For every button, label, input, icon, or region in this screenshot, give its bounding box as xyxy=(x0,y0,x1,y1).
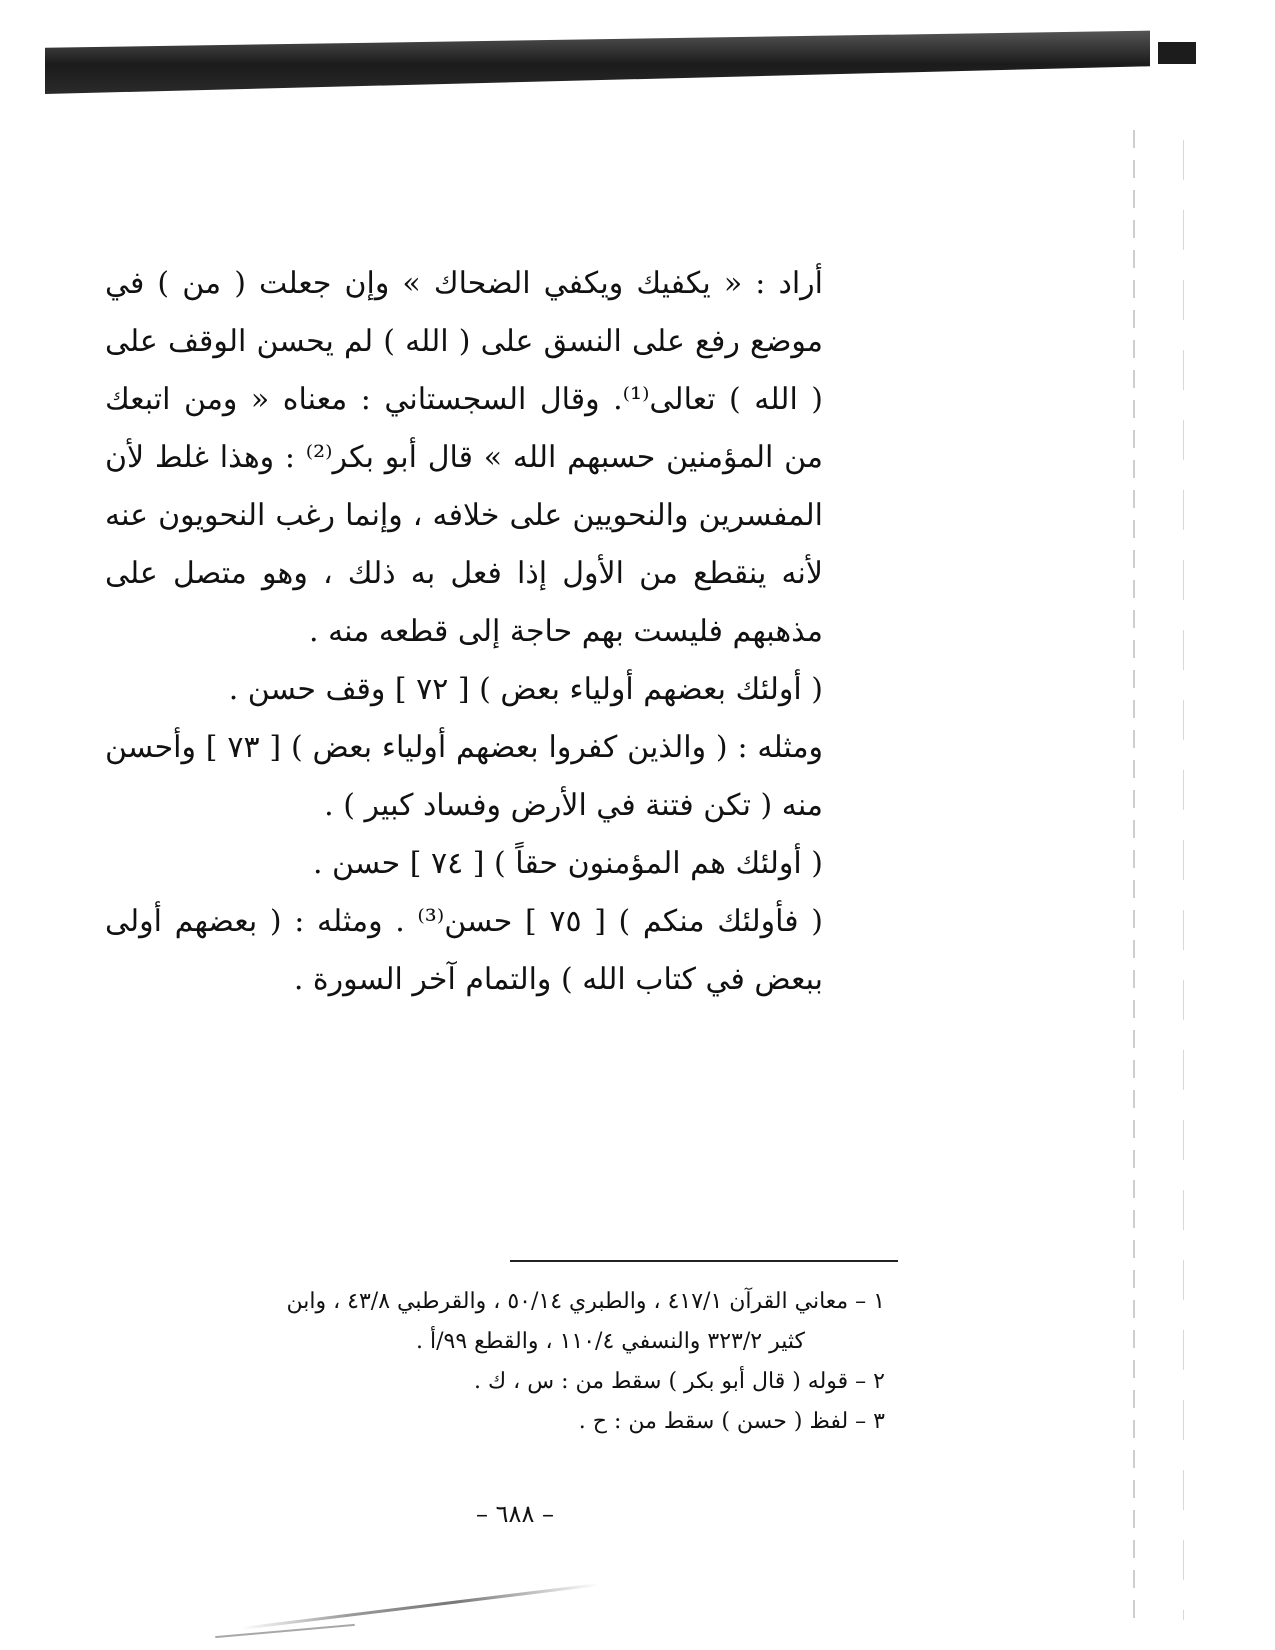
scan-bottom-smear xyxy=(241,1583,599,1630)
page-number: – ٦٨٨ – xyxy=(476,1500,554,1528)
scan-corner-mark xyxy=(1158,42,1196,64)
entry-74: ( أولئك هم المؤمنون حقاً ) [ ٧٤ ] حسن . xyxy=(312,846,823,881)
entry-72: ( أولئك بعضهم أولياء بعض ) [ ٧٢ ] وقف حسن . xyxy=(228,672,823,707)
footnote-1-continuation: كثير ٣٢٣/٢ والنسفي ١١٠/٤ ، والقطع ٩٩/أ . xyxy=(416,1329,805,1354)
scan-top-band xyxy=(45,28,1150,94)
entry-73: ومثله : ( والذين كفروا بعضهم أولياء بعض ) [ ٧٣ ] وأحسن منه ( تكن فتنة في الأرض وفساد كبير ) . xyxy=(105,730,824,823)
footnotes xyxy=(125,1282,885,1442)
paragraph-1: أراد : « يكفيك ويكفي الضحاك » وإن جعلت ( من ) في موضع رفع على النسق على ( الله ) لم يحسن الوقف على ( الله ) تعالى⁽¹⁾. وقال السجستاني : معناه « ومن اتبعك من المؤمنين حسبهم الله » قال أبو بكر⁽²⁾ : وهذا غلط لأن المفسرين والنحويين على خلافه ، وإنما رغب النحويون عنه لأنه ينقطع من الأول إذا فعل به ذلك ، وهو متصل على مذهبهم فليست بهم حاجة إلى قطعه منه . xyxy=(105,266,824,649)
scan-bottom-smear-2 xyxy=(215,1624,355,1638)
footnote-2: ٢ – قوله ( قال أبو بكر ) سقط من : س ، ك . xyxy=(474,1369,885,1394)
footnote-1: ١ – معاني القرآن ٤١٧/١ ، والطبري ٥٠/١٤ ، والقرطبي ٤٣/٨ ، وابن xyxy=(286,1289,885,1314)
footnote-3: ٣ – لفظ ( حسن ) سقط من : ح . xyxy=(578,1409,885,1434)
entry-75: ( فأولئك منكم ) [ ٧٥ ] حسن⁽³⁾ . ومثله : ( بعضهم أولى ببعض في كتاب الله ) والتمام آخر السورة . xyxy=(105,904,823,997)
scan-edge-line-2 xyxy=(1183,140,1184,1620)
main-text xyxy=(105,255,883,1009)
scan-edge-line xyxy=(1133,130,1135,1630)
footnote-separator xyxy=(510,1260,898,1262)
